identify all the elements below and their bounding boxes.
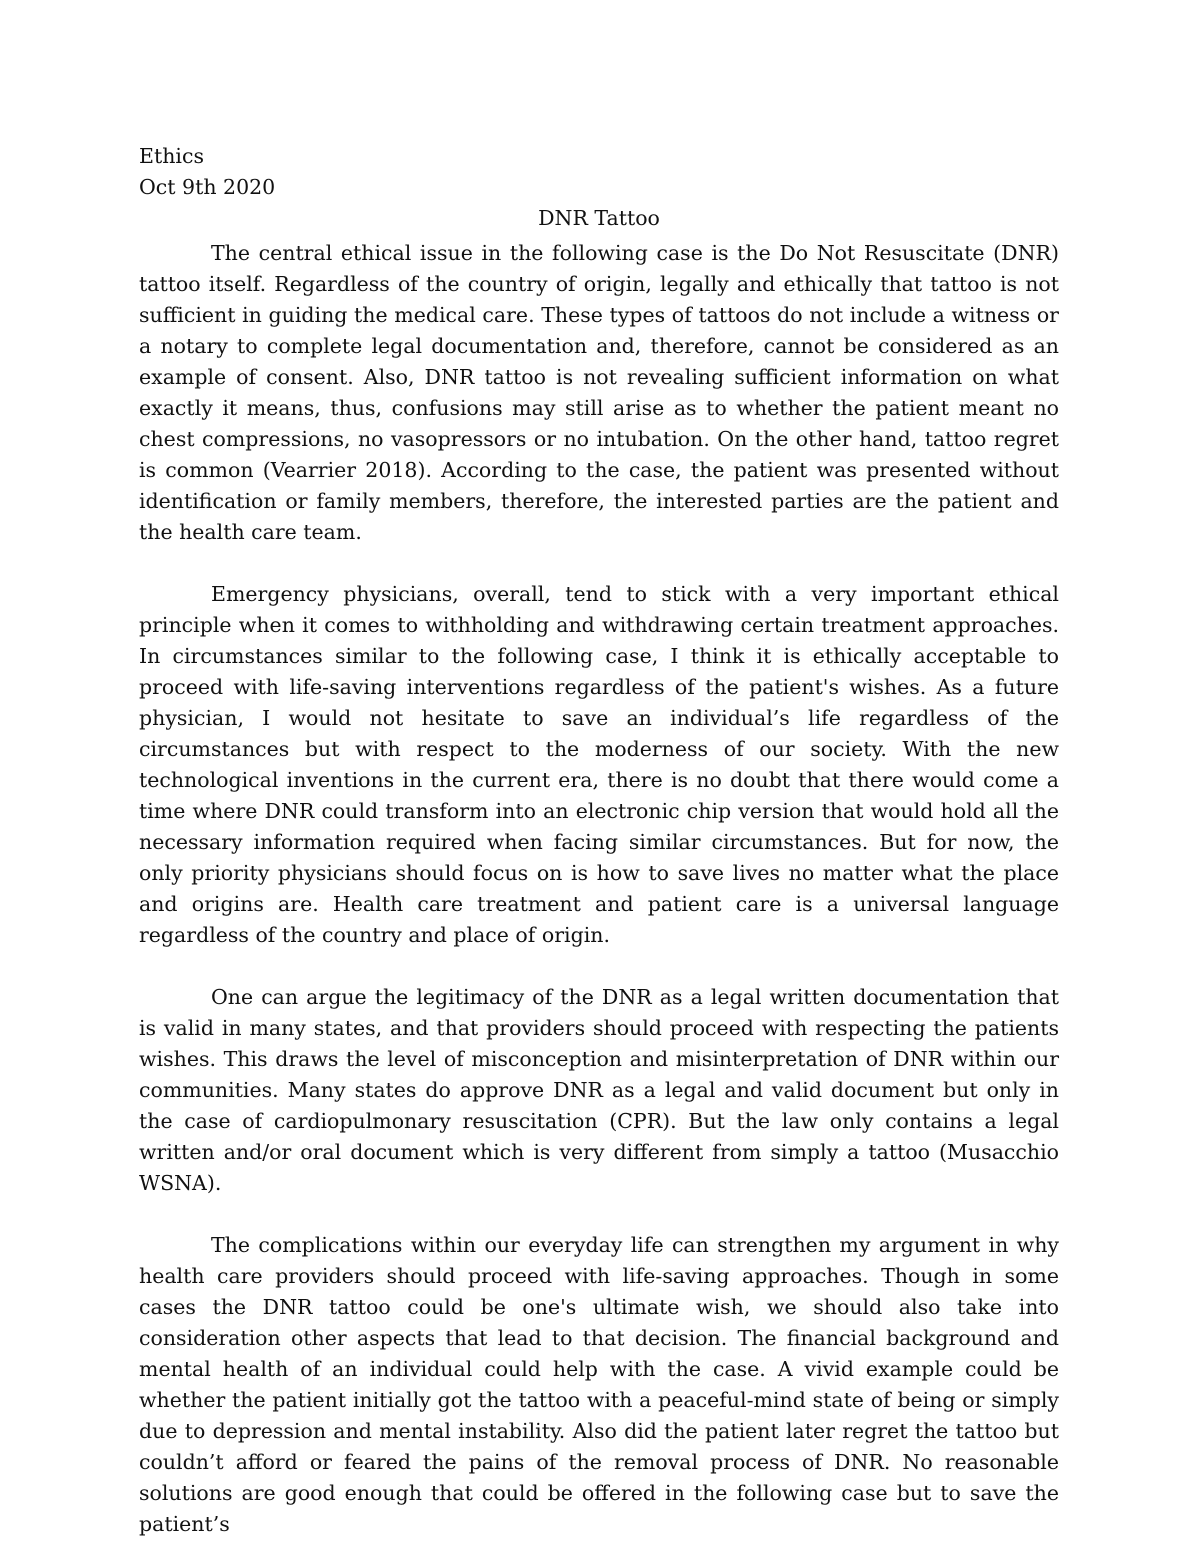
course-name: Ethics (139, 144, 204, 168)
paragraph-2: Emergency physicians, overall, tend to stick with a very important ethical principle when it comes to withholding and withdrawing certain treatment approaches. In circumstances similar to the following case, I think it is ethically acceptable to proceed with life-saving interventions regardless of the patient's wishes. As a future physician, I would not hesitate to save an individual’s life regardless of the circumstances but with respect to the moderness of our society. With the new technological inventions in the current era, there is no doubt that there would come a time where DNR could transform into an electronic chip version that would hold all the necessary information required when facing similar circumstances. But for now, the only priority physicians should focus on is how to save lives no matter what the place and origins are. Health care treatment and patient care is a universal language regardless of the country and place of origin. (139, 582, 1059, 947)
paragraph-3: One can argue the legitimacy of the DNR as a legal written documentation that is valid in many states, and that providers should proceed with respecting the patients wishes. This draws the level of misconception and misinterpretation of DNR within our communities. Many states do approve DNR as a legal and valid document but only in the case of cardiopulmonary resuscitation (CPR). But the law only contains a legal written and/or oral document which is very different from simply a tattoo (Musacchio WSNA). (139, 985, 1059, 1195)
paragraph-4: The complications within our everyday life can strengthen my argument in why health care providers should proceed with life-saving approaches. Though in some cases the DNR tattoo could be one's ultimate wish, we should also take into consideration other aspects that lead to that decision. The financial background and mental health of an individual could help with the case. A vivid example could be whether the patient initially got the tattoo with a peaceful-mind state of being or simply due to depression and mental instability. Also did the patient later regret the tattoo but couldn’t afford or feared the pains of the removal process of DNR. No reasonable solutions are good enough that could be offered in the following case but to save the patient’s (139, 1233, 1059, 1536)
paragraph-1: The central ethical issue in the following case is the Do Not Resuscitate (DNR) tattoo itself. Regardless of the country of origin, legally and ethically that tattoo is not sufficient in guiding the medical care. These types of tattoos do not include a witness or a notary to complete legal documentation and, therefore, cannot be considered as an example of consent. Also, DNR tattoo is not revealing sufficient information on what exactly it means, thus, confusions may still arise as to whether the patient meant no chest compressions, no vasopressors or no intubation. On the other hand, tattoo regret is common (Vearrier 2018). According to the case, the patient was presented without identification or family members, therefore, the interested parties are the patient and the health care team. (139, 241, 1059, 544)
document-body (139, 141, 1059, 1540)
document-date: Oct 9th 2020 (139, 175, 276, 199)
document-title: DNR Tattoo (538, 206, 660, 230)
